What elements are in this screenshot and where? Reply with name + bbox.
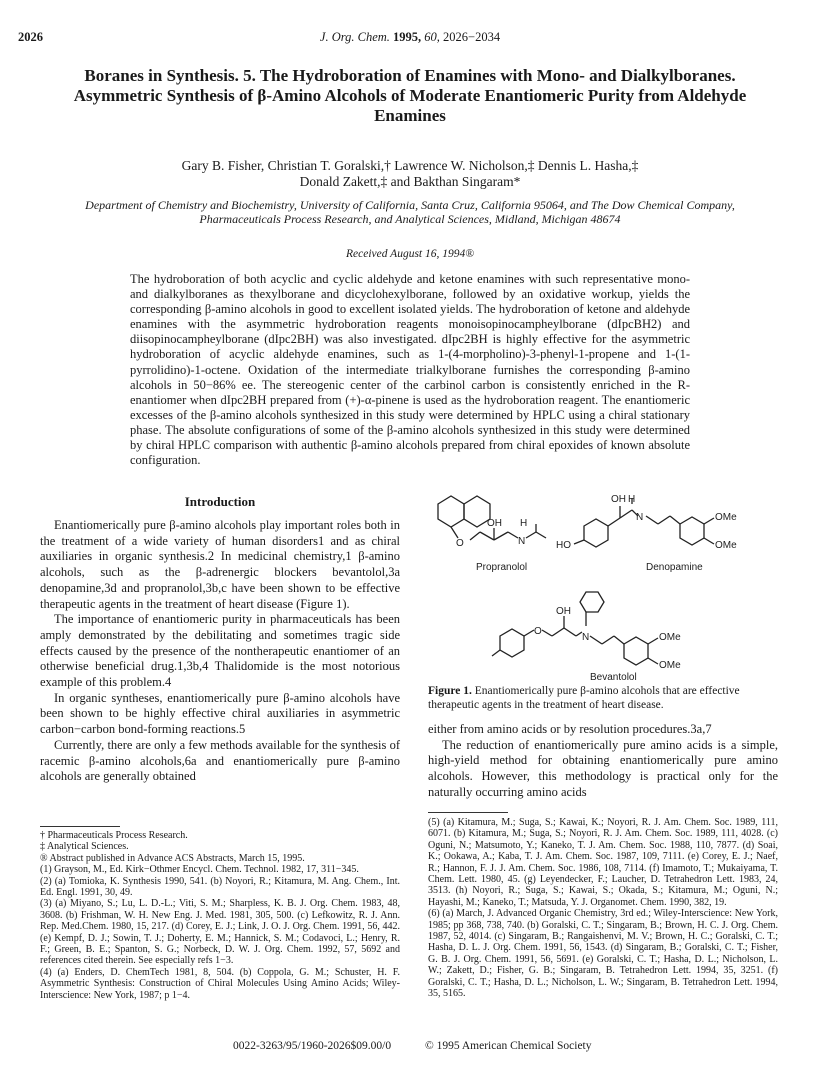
author-line-1: Gary B. Fisher, Christian T. Goralski,† Lawrence W. Nicholson,‡ Dennis L. Hasha,‡ — [181, 158, 639, 173]
footnote: ‡ Analytical Sciences. — [40, 841, 129, 853]
denopamine-dimethoxy-ring — [680, 517, 704, 545]
intro-paragraph: In organic syntheses, enantiomerically pure β-amino alcohols have been shown to be highly effective chiral auxiliaries in asymmetric carbon−carbon bond-forming reactions.5 — [40, 690, 400, 737]
bevantolol-dimethoxy-ring — [624, 637, 648, 665]
introduction-heading: Introduction — [184, 494, 256, 509]
footnote: (2) (a) Tomioka, K. Synthesis 1990, 541. (b) Noyori, R.; Kitamura, M. Ang. Chem., Int. Ed. Engl. 1991, 30, 49. — [40, 875, 400, 899]
denopamine-oh-label: OH — [611, 494, 626, 505]
propranolol-h-label: H — [520, 518, 528, 529]
journal-header — [0, 30, 820, 45]
bevantolol-o-label: O — [534, 626, 542, 637]
intro-paragraph: The importance of enantiomeric purity in pharmaceuticals has been amply demonstrated by the debilitating and sometimes tragic side effects caused by the presence of the nontherapeutic enantiomer of an otherwise beneficial drug.1,3b,4 Thalidomide is the most notorious example of this problem.4 — [40, 612, 400, 690]
intro-paragraph: Enantiomerically pure β-amino alcohols play important roles both in the treatment of a wide variety of human disorders1 and as chiral auxiliaries in organic synthesis.2 In medicinal chemistry,1 β-amino alcohols, such as the β-adrenergic blockers bevantolol,3a denopamine,3d and propranolol,3b,c have been shown to be effective therapeutic agents in the treatment of heart disease (Figure 1). — [40, 518, 400, 611]
propranolol-n-label: N — [518, 536, 526, 547]
propranolol-o-label: O — [456, 538, 464, 549]
footnote: (3) (a) Miyano, S.; Lu, L. D.-L.; Viti, S. M.; Sharpless, K. B. J. Org. Chem. 1983, 48, 3608. (b) Frishman, W. H. New Eng. J. Med. 1981, 305, 500. (c) Lefkowitz, R. J. Ann. Rep. Med.Chem. 1980, 15, 217. (d) Corey, E. J.; Link, J. O. J. Org. Chem. 1991, 56, 442. (e) Kempf, D. J.; Sowin, T. J.; Doherty, E. M.; Hannick, S. M.; Codavoci, L.; Henry, R. F.; Green, B. E.; Spanton, S. G.; Norbeck, D. W. J. Org. Chem. 1992, 57, 5692 and references cited therein. See especially refs 1−3. — [40, 898, 400, 967]
footnote: (4) (a) Enders, D. ChemTech 1981, 8, 504. (b) Coppola, G. M.; Schuster, H. F. Asymmetric Synthesis: Construction of Chiral Molecules Using Amino Acids; Wiley-Interscience: New York, 1987; p 1−4. — [40, 966, 400, 1001]
footnote: (6) (a) March, J. Advanced Organic Chemistry, 3rd ed.; Wiley-Interscience: New York, 1985; pp 368, 738, 740. (b) Goralski, C. T.; Singaram, B.; Brown, H. C. J. Org. Chem. 1987, 52, 4014. (c) Singaram, B.; Rangaishenvi, M. V.; Brown, H. C.; Goralski, C. T.; Hasha, D. L. J. Org. Chem. 1991, 56, 1543. (d) Singaram, B.; Goralski, C. T.; Fisher, G. B. J. Org. Chem. 1991, 56, 5691. (e) Goralski, C. T.; Hasha, D. L.; Nicholson, L. W.; Zakett, D.; Fisher, G. B.; Singaram, B. Tetrahedron Lett. 1994, 35, 3251. (f) Goralski, C. T.; Hasha, D. L.; Nicholson, L. W.; Singaram, B. Tetrahedron Lett. 1994, 35, 5165. — [428, 908, 778, 1000]
bevantolol-n-label: N — [582, 632, 590, 643]
body-paragraph: The reduction of enantiomerically pure amino acids is a simple, high-yield method for obtaining enantiomerically pure amino alcohols. However, this methodology is practical only for the naturally occurring amino acids — [428, 737, 778, 799]
figure-1 — [418, 486, 778, 682]
denopamine-ome-label-1: OMe — [715, 512, 737, 523]
journal-name: J. Org. Chem. — [319, 30, 390, 44]
denopamine-phenol-ring — [584, 519, 608, 547]
figure-1-caption-label: Figure 1. — [428, 685, 472, 697]
bevantolol-oh-label: OH — [556, 606, 571, 617]
compound-label-propranolol: Propranolol — [476, 562, 528, 573]
compound-label-denopamine: Denopamine — [646, 562, 703, 573]
footnote: (5) (a) Kitamura, M.; Suga, S.; Kawai, K.; Noyori, R. J. Am. Chem. Soc. 1989, 111, 6071. (b) Kitamura, M.; Suga, S.; Noyori, R. J. Am. Chem. Soc. 1989, 111, 4028. (c) Oguni, N.; Matsumoto, Y.; Kaneko, T. J. Am. Chem. Soc. 1988, 110, 7877. (d) Soai, K.; Ookawa, A.; Kaba, T. J. Am. Chem. Soc. 1987, 109, 7111. (e) Corey, E. J.; Naef, R.; Hannon, F. J. J. Am. Chem. Soc. 1986, 108, 7114. (f) Imamoto, T.; Mukaiyama, T. Chem. Lett. 1980, 45. (g) Leyendecker, F.; Laucher, D. Tetrahedron Lett. 1983, 24, 3513. (h) Noyori, R.; Suga, S.; Kawai, S.; Okada, S.; Kitamura, M.; Oguni, N.; Hayashi, M.; Kaneko, T.; Matsuda, Y. J. Organomet. Chem. 1990, 382, 19. — [428, 817, 778, 908]
denopamine-ome-label-2: OMe — [715, 540, 737, 551]
author-list — [80, 158, 740, 190]
denopamine-n-label: N — [636, 512, 644, 523]
figure-1-structures — [418, 486, 778, 682]
propranolol-oh-label: OH — [487, 518, 502, 529]
footnote-divider — [40, 826, 120, 827]
footnote: ® Abstract published in Advance ACS Abstracts, March 15, 1995. — [40, 852, 305, 864]
abstract: The hydroboration of both acyclic and cyclic aldehyde and ketone enamines with such representative mono- and dialkylboranes as thexylborane and dicyclohexylborane, followed by an oxidative workup, yields the corresponding β-amino alcohols in good to excellent isolated yields. The hydroboration of ketone and aldehyde enamines with the asymmetric hydroboration reagents monoisopinocampheylborane (dIpcBH2) and diisopinocampheylborane (dIpc2BH) was also investigated. dIpc2BH is highly effective for the asymmetric hydroboration of acyclic aldehyde enamines, such as 1-(4-morpholino)-3-phenyl-1-propene and 1-(1-pyrrolidino)-1-octene. Oxidation of the intermediate trialkylborane furnishes the corresponding β-amino alcohols in 50−86% ee. The stereogenic center of the carbinol carbon is consistently enriched in the R-enantiomer when dIpc2BH prepared from (+)-α-pinene is used as the hydroboration reagent. The enantiomeric excesses of the β-amino alcohols synthesized in this study were determined by HPLC using a chiral stationary phase. The absolute configurations of some of the β-amino alcohols synthesized in this study were determined by chiral HPLC comparison with authentic β-amino alcohols prepared from chiral epoxides of known absolute configuration. — [130, 272, 690, 468]
bevantolol-tolyl-ring — [500, 629, 524, 657]
denopamine-h-label: H — [628, 494, 636, 505]
bevantolol-ome-label-1: OMe — [659, 632, 681, 643]
bevantolol-benzyl-ring — [580, 592, 604, 612]
footer-copyright: © 1995 American Chemical Society — [425, 1040, 592, 1052]
article-title: Boranes in Synthesis. 5. The Hydroboration of Enamines with Mono- and Dialkylboranes. Asymmetric Synthesis of β-Amino Alcohols of Moderate Enantiomeric Purity from Aldehyde Enamines — [73, 66, 747, 125]
journal-pages: 2026−2034 — [443, 30, 501, 44]
denopamine-ho-label: HO — [556, 540, 571, 551]
right-column-body — [428, 722, 778, 801]
figure-1-caption-text: Enantiomerically pure β-amino alcohols that are effective therapeutic agents in the treatment of heart disease. — [428, 685, 740, 711]
author-line-2: Donald Zakett,‡ and Bakthan Singaram* — [299, 174, 521, 189]
body-paragraph: either from amino acids or by resolution procedures.3a,7 — [428, 722, 712, 736]
naphthalene-ring-a — [438, 496, 464, 527]
figure-1-caption — [428, 684, 778, 712]
compound-label-bevantolol: Bevantolol — [590, 672, 637, 682]
intro-paragraph: Currently, there are only a few methods available for the synthesis of racemic β-amino alcohols,6a and enantiomerically pure β-amino alcohols are generally obtained — [40, 737, 400, 784]
received-date: Received August 16, 1994® — [346, 248, 474, 260]
introduction-body — [40, 518, 400, 785]
journal-volume: 60, — [424, 30, 440, 44]
footnote-divider — [428, 812, 508, 813]
footer-code: 0022-3263/95/1960-2026$09.00/0 — [233, 1040, 392, 1052]
affiliation: Department of Chemistry and Biochemistry, University of California, Santa Cruz, California 95064, and The Dow Chemical Company, Pharmaceuticals Process Research, and Analytical Sciences, Midland, Michigan 48674 — [85, 198, 735, 226]
footnote: (1) Grayson, M., Ed. Kirk−Othmer Encycl. Chem. Technol. 1982, 17, 311−345. — [40, 864, 359, 876]
footnotes-left — [40, 830, 400, 1001]
bevantolol-ome-label-2: OMe — [659, 660, 681, 671]
page-number: 2026 — [18, 30, 43, 44]
footnotes-right — [428, 817, 778, 1000]
footnote: † Pharmaceuticals Process Research. — [40, 830, 188, 841]
journal-year: 1995, — [393, 30, 422, 44]
